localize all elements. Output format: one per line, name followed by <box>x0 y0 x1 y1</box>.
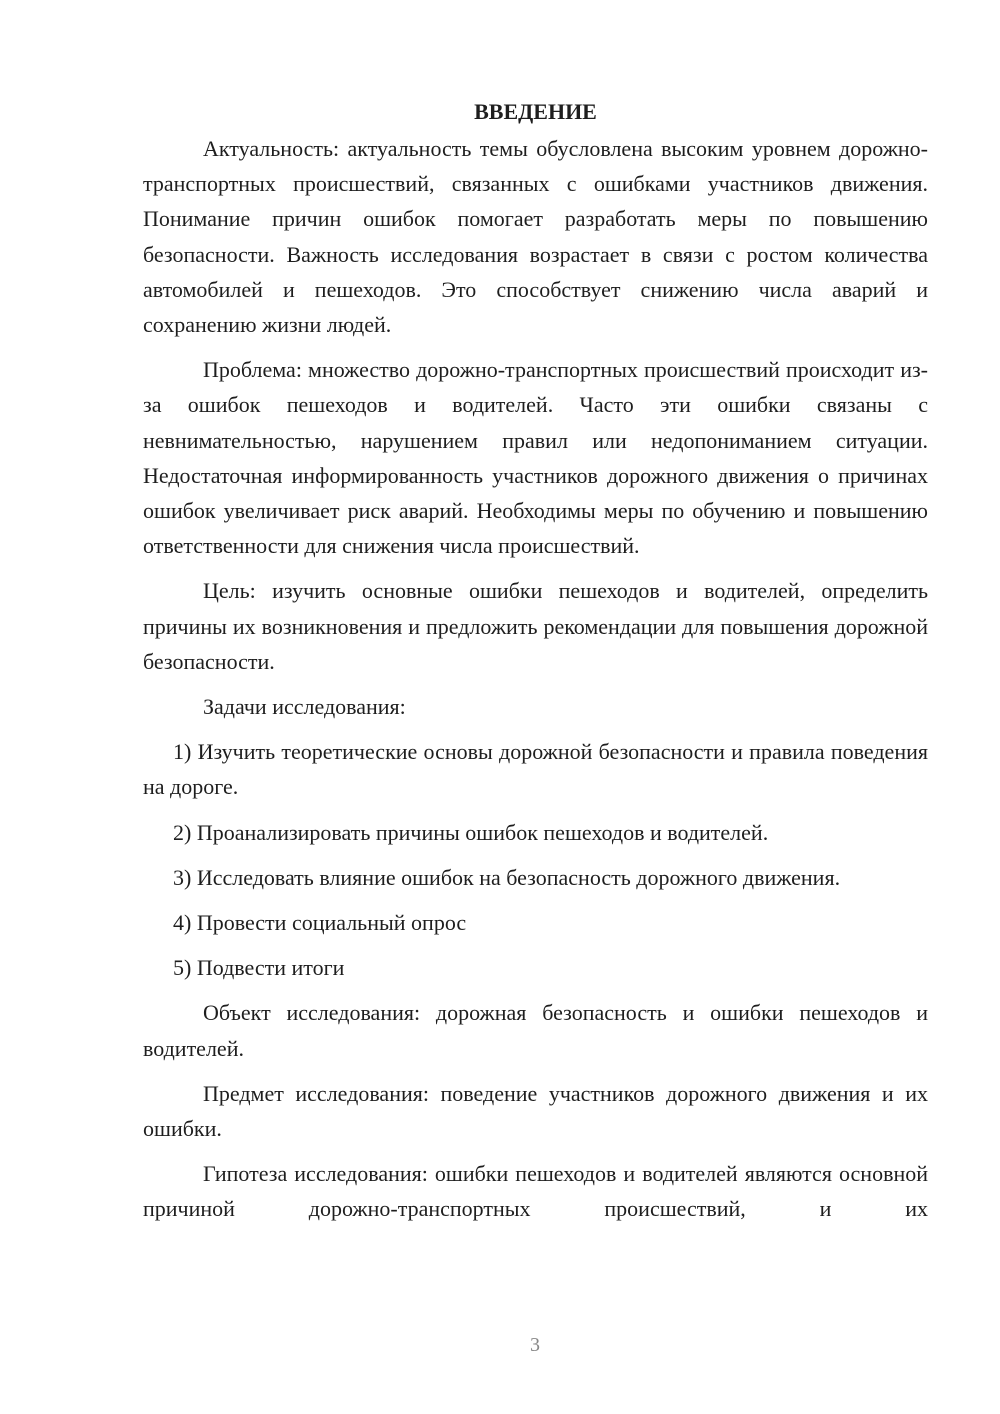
paragraph-problem: Проблема: множество дорожно-транспортных происшествий происходит из-за ошибок пешеходов и водителей. Часто эти ошибки связаны с невнимательностью, нарушением правил или недопониманием ситуации. Недостаточная информированность участников дорожного движения о причинах ошибок увеличивает риск аварий. Необходимы меры по обучению и повышению ответственности для снижения числа происшествий. <box>143 357 928 559</box>
paragraph-relevance: Актуальность: актуальность темы обусловлена высоким уровнем дорожно-транспортных происшествий, связанных с ошибками участников движения. Понимание причин ошибок помогает разработать меры по повышению безопасности. Важность исследования возрастает в связи с ростом количества автомобилей и пешеходов. Это способствует снижению числа аварий и сохранению жизни людей. <box>143 136 928 338</box>
paragraph-subject: Предмет исследования: поведение участников дорожного движения и их ошибки. <box>143 1080 928 1142</box>
task-item-2: 2) Проанализировать причины ошибок пешеходов и водителей. <box>173 819 769 845</box>
tasks-heading: Задачи исследования: <box>203 694 406 720</box>
task-item-5: 5) Подвести итоги <box>173 955 345 981</box>
paragraph-goal: Цель: изучить основные ошибки пешеходов и водителей, определить причины их возникновения и предложить рекомендации для повышения дорожной безопасности. <box>143 578 928 674</box>
task-item-1: 1) Изучить теоретические основы дорожной безопасности и правила поведения на дороге. <box>143 739 928 800</box>
page-number: 3 <box>530 1334 540 1356</box>
paragraph-object: Объект исследования: дорожная безопасность и ошибки пешеходов и водителей. <box>143 1000 928 1061</box>
task-item-3: 3) Исследовать влияние ошибок на безопасность дорожного движения. <box>173 864 841 890</box>
section-heading: ВВЕДЕНИЕ <box>474 99 597 124</box>
paragraph-hypothesis: Гипотеза исследования: ошибки пешеходов и водителей являются основной причиной дорожно-транспортных происшествий, и их <box>143 1161 928 1222</box>
task-item-4: 4) Провести социальный опрос <box>173 910 467 936</box>
page-body <box>143 94 928 1237</box>
